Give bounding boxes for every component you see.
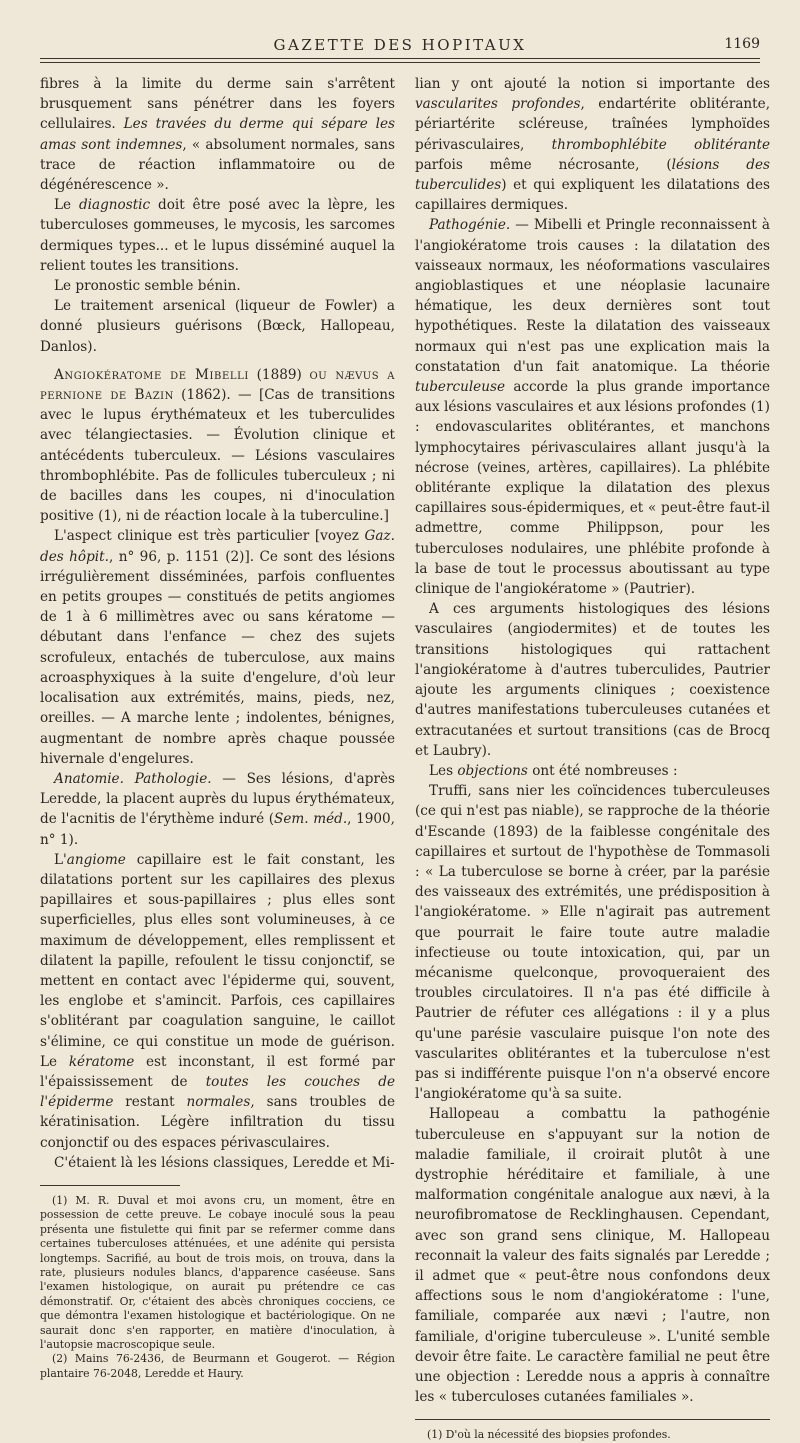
text-run: , « absolument normales, sans trace de réaction inflammatoire ou de dégénérescence ».: [40, 136, 395, 194]
text-run: ont été nombreuses :: [527, 762, 678, 779]
text-run: accorde la plus grande importance aux lésions vasculaires et aux lésions profondes (1) : endovascularites oblitérantes, et manchons lymphocytaires périvasculaires allant jusqu'à la nécrose (veines, artères, capillaires). La phlébite oblitérante explique la dilatation des plexus capillaires sous-épidermiques, et « peut-être faut-il admettre, comme Philippson, pour les tuberculoses nodulaires, une phlébite profonde à la base de tout le processus aboutissant au type clinique de l'angiokératome » (Pautrier).: [415, 379, 770, 598]
footnote: (1) M. R. Duval et moi avons cru, un moment, être en possession de cette preuve. Le cobaye inoculé sous la peau présenta une fistulette qui finit par se refermer comme dans certaines tuberculoses atténuées, et une adénite qui persista longtemps. Sacrifié, au bout de trois mois, on trouva, dans la rate, plusieurs nodules blancs, d'apparence caséeuse. Sans l'examen histologique, on aurait pu prétendre ce cas démonstratif. Or, c'étaient des abcès chroniques cocciens, ce que démontra l'examen histologique et bactériologique. On ne saurait donc s'en rapporter, en matière d'inoculation, à l'autopsie macroscopique seule.: [40, 1193, 395, 1352]
text-run: lian y ont ajouté la notion si importante des: [415, 76, 770, 92]
paragraph: Hallopeau a combattu la pathogénie tuberculeuse en s'appuyant sur la notion de maladie familiale, il croirait plutôt à une dystrophie héréditaire et familiale, à une malformation congénitale analogue aux nævi, à la neurofibromatose de Recklinghausen. Cependant, avec son grand sens clinique, M. Hallopeau reconnait la valeur des faits signalés par Leredde ; il admet que « peut-être nous confondons deux affections sous le nom d'angiokératome : l'une, familiale, comparée aux nævi ; l'autre, non familiale, d'origine tuberculeuse ». L'unité semble devoir être faite. Le caractère familial ne peut être une objection : Leredde nous a appris à connaître les « tuberculoses cutanées familiales ».: [415, 1106, 770, 1406]
section-heading-paragraph: [40, 365, 395, 527]
paragraph: [415, 761, 770, 781]
text-run: doit être posé avec la lèpre, les tuberculoses gommeuses, le mycosis, les sarcomes dermiques types... et le lupus disséminé auquel la relient toutes les transitions.: [40, 197, 395, 274]
text-run: (1862). — [Cas de transitions avec le lupus érythémateux et les tuberculides avec télangiectasies. — Évolution clinique et antécédents tuberculeux. — Lésions vasculaires thrombophlébite. Pas de follicules tuberculeux ; ni de bacilles dans les coupes, ni d'inoculation positive (1), ni de réaction locale à la tuberculine.]: [40, 387, 396, 525]
paragraph: C'étaient là les lésions classiques, Leredde et Mi-: [54, 1154, 395, 1171]
text-run: restant: [113, 1094, 187, 1111]
italic-run: normales: [186, 1094, 251, 1111]
text-run: , n° 96, p. 1151 (2)]. Ce sont des lésions irrégulièrement disséminées, parfois confluentes en petits groupes — constitués de petits angiomes de 1 à 6 millimètres avec ou sans kératome — débutant dans l'enfance — chez des sujets scrofuleux, entachés de tuberculose, aux mains acroasphyxiques à la suite d'engelure, d'où leur localisation aux extrémités, mains, pieds, nez, oreilles. — A marche lente ; indolentes, bénignes, augmentant de nombre après chaque poussée hivernale d'engelures.: [40, 548, 395, 767]
italic-run: vascularites profondes: [415, 96, 581, 113]
paragraph: [40, 850, 395, 1153]
paragraph: [40, 526, 395, 768]
footnotes: [40, 1194, 395, 1381]
paragraph: [40, 74, 395, 195]
text-run: , 1900, n° 1).: [40, 811, 395, 848]
text-run: est inconstant, il est formé par l'épaississement de: [40, 1053, 395, 1090]
paragraph: A ces arguments histologiques des lésions vasculaires (angiodermites) et de toutes les transitions histologiques qui rattachent l'angiokératome à d'autres tuberculides, Pautrier ajoute les arguments cliniques ; coexistence d'autres manifestations tuberculeuses cutanées et extracutanées et surtout transitions (cas de Brocq et Laubry).: [415, 601, 770, 759]
header-rule-thin: [40, 62, 760, 63]
italic-run: diagnostic: [78, 197, 151, 214]
text-run: parfois même nécrosante, (: [415, 156, 672, 173]
text-run: ) et qui expliquent les dilatations des capillaires dermiques.: [415, 177, 770, 214]
footnote: (1) D'où la nécessité des biopsies profondes.: [427, 1428, 671, 1442]
text-run: L': [54, 851, 67, 868]
section-title: Angiokératome de Mibelli: [54, 366, 249, 383]
paragraph: Le pronostic semble bénin.: [54, 278, 241, 295]
paragraph: Le traitement arsenical (liqueur de Fowler) a donné plusieurs guérisons (Bœck, Hallopeau, Danlos).: [40, 298, 395, 355]
paragraph: [415, 215, 770, 599]
text-run: Le: [54, 197, 79, 214]
paragraph: [40, 769, 395, 850]
text-run: , sans troubles de kératinisation. Légère infiltration du tissu conjonctif ou des espaces périvasculaires.: [40, 1094, 395, 1151]
italic-run: Les travées du derme qui sépare les amas sont indemnes: [40, 116, 395, 153]
left-column: [40, 74, 395, 1381]
italic-run: Sem. méd.: [274, 811, 348, 828]
right-column: [415, 74, 770, 1443]
italic-run: Anatomie. Pathologie.: [54, 770, 212, 787]
paragraph: [415, 74, 770, 215]
header-rule: [40, 58, 760, 59]
footnote: (2) Mains 76-2436, de Beurmann et Gougerot. — Région plantaire 76-2048, Leredde et Haury.: [40, 1352, 395, 1380]
text-run: — Mibelli et Pringle reconnaissent à l'angiokératome trois causes : la dilatation des vaisseaux normaux, les néoformations vasculaires angioblastiques et une néoplasie lacunaire hématique, les deux dernières sont tout hypothétiques. Reste la dilatation des vaisseaux normaux qui n'est pas une explication mais la constatation d'un fait anatomique. La théorie: [415, 217, 770, 375]
paragraph: Truffi, sans nier les coïncidences tuberculeuses (ce qui n'est pas niable), se rapproche de la théorie d'Escande (1893) de la faiblesse congénitale des capillaires et surtout de l'hypothèse de Tommasoli : « La tuberculose se borne à créer, par la parésie des vaisseaux des extrémités, une prédisposition à l'angiokératome. » Elle n'agirait pas autrement que pourrait le faire toute autre maladie infectieuse ou toute intoxication, qui, par un mécanisme quelconque, provoqueraient des troubles circulatoires. Il n'a pas été difficile à Pautrier de réfuter ces allégations : il y a plus qu'une parésie vasculaire puisque l'on note des vascularites oblitérantes et la tuberculose n'est pas si indifférente puisque l'on n'a observé encore l'angiokératome qu'à sa suite.: [415, 783, 770, 1103]
italic-run: Gaz. des hôpit.: [40, 528, 395, 565]
text-run: fibres à la limite du derme sain s'arrêtent brusquement sans pénétrer dans les foyers cellulaires.: [40, 76, 395, 133]
text-run: Les: [429, 762, 458, 779]
text-run: capillaire est le fait constant, les dilatations portent sur les capillaires des plexus papillaires et sous-papillaires ; plus elles sont superficielles, plus elles sont volumineuses, à ce maximum de développement, elles remplissent et dilatent la papille, refoulent le tissu conjonctif, se mettent en contact avec l'épiderme qui, souvent, les englobe et s'amincit. Parfois, ces capillaires s'oblitérant par coagulation sanguine, le caillot s'élimine, ce qui constitue un mode de guérison. Le: [40, 851, 395, 1070]
page-number: 1169: [724, 36, 760, 52]
footnote-rule: [415, 1419, 770, 1420]
italic-run: toutes les couches de l'épiderme: [40, 1073, 396, 1111]
text-run: (1889): [248, 366, 310, 383]
italic-run: tuberculeuse: [415, 379, 505, 396]
text-run: — Ses lésions, d'après Leredde, la placent auprès du lupus érythémateux, de l'acnitis de l'érythème induré (: [40, 770, 395, 828]
spacer: [40, 357, 395, 365]
running-head-title: GAZETTE DES HOPITAUX: [273, 36, 527, 54]
italic-run: lésions des tuberculides: [415, 156, 770, 194]
italic-run: thrombophlébite oblitérante: [551, 136, 771, 153]
paragraph: [40, 195, 395, 276]
italic-run: objections: [457, 762, 528, 779]
footnotes: [415, 1428, 770, 1442]
text-run: L'aspect clinique est très particulier [voyez: [54, 528, 365, 545]
italic-run: kératome: [68, 1053, 135, 1070]
small-caps-run: ou nævus a pernione de Bazin: [40, 366, 395, 404]
footnote-rule: [40, 1185, 180, 1186]
italic-run: Pathogénie.: [429, 217, 511, 234]
text-run: , endartérite oblitérante, périartérite scléreuse, traînées lymphoïdes périvasculaires,: [415, 96, 771, 153]
italic-run: angiome: [66, 851, 126, 868]
